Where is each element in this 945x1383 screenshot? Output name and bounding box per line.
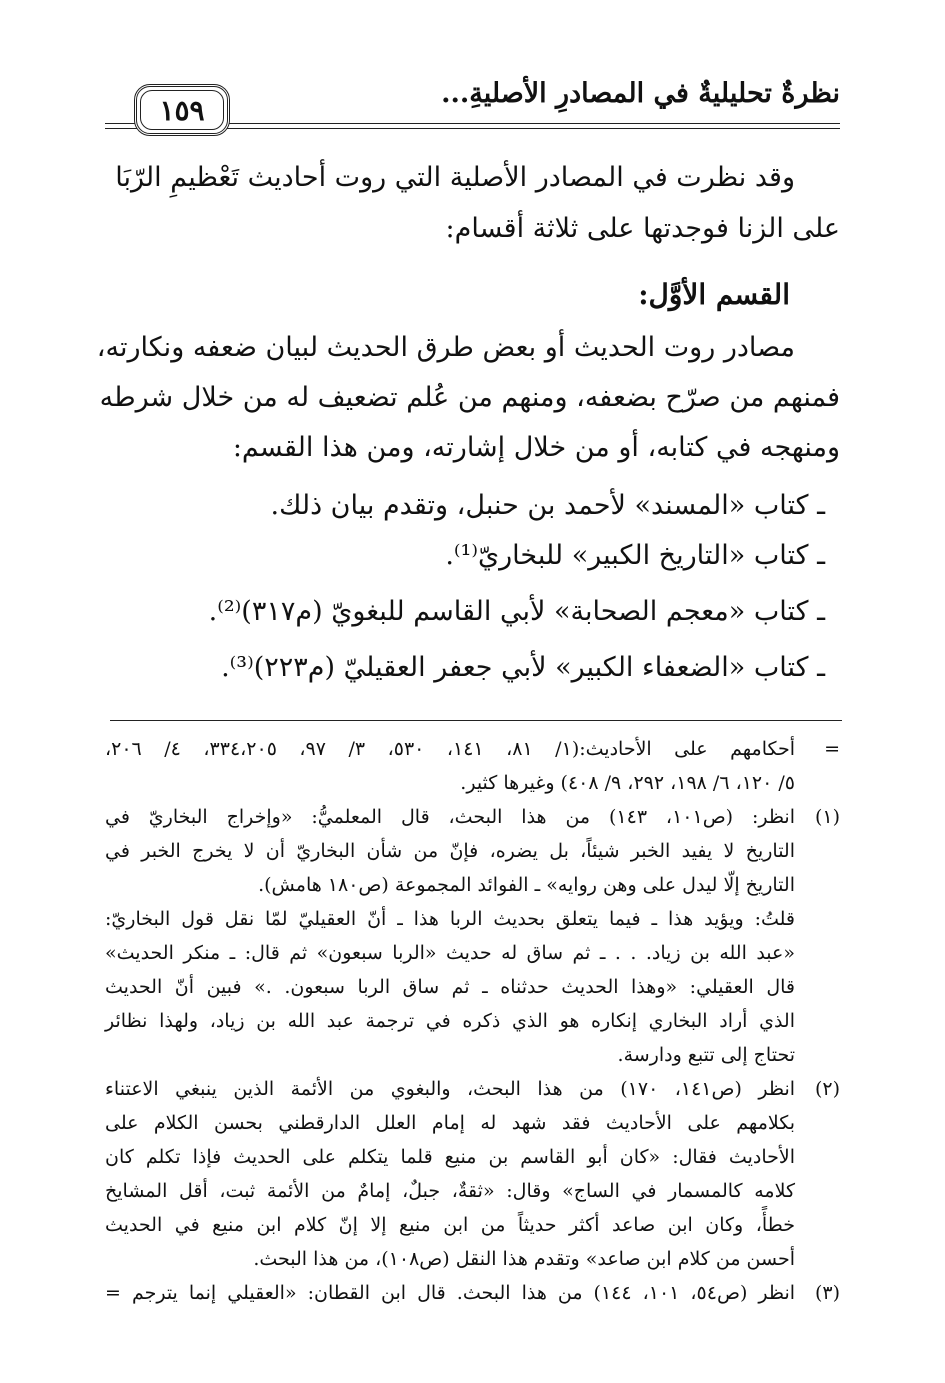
footnote-line: أحكامهم على الأحاديث:(١/ ٨١، ١٤١، ٥٣٠، ٣/ ٩٧، ٣٣٤،٢٠٥، ٤/ ٢٠٦، <box>105 738 796 760</box>
footnote-line: خطأً، وكان ابن صاعد أكثر حديثاً من ابن منيع إلا إنّ كلام ابن منيع في الحديث <box>105 1214 795 1236</box>
footnote-line: قلتُ: ويؤيد هذا ـ فيما يتعلق بحديث الربا هذا ـ أنّ العقيليّ لمّا نقل قول البخاريّ: <box>105 908 795 930</box>
footnote-line: انظر: (ص١٠١، ١٤٣) من هذا البحث، قال المعلميُّ: «وإخراج البخاريّ في <box>105 806 796 828</box>
page-number-frame <box>134 84 230 136</box>
footnote-line: «عبد الله بن زياد. . . ـ ثم ساق له حديث «الربا سبعون» ثم قال: ـ منكر الحديث» <box>105 942 795 964</box>
footnote-line: قال العقيلي: «وهذا الحديث حدثناه ـ ثم ساق الربا سبعون. .» فبين أنّ الحديث <box>105 976 795 998</box>
footnote-line: تحتاج إلى تتبع ودارسة. <box>617 1044 795 1066</box>
footnote-line: التاريخ إلّا ليدل على وهن روايه» ـ الفوائد المجموعة (ص١٨٠ هامش). <box>258 874 795 896</box>
paragraph-line-3: ومنهجه في كتابه، أو من خلال إشارته، ومن هذا القسم: <box>232 432 840 463</box>
footnote-3-number: (٣) <box>814 1282 840 1304</box>
footnote-2-number: (٢) <box>814 1078 840 1100</box>
page-number: ١٥٩ <box>140 90 224 130</box>
list-item: ـ كتاب «معجم الصحابة» لأبي القاسم للبغويّ (م٣١٧)⁽²⁾. <box>208 596 825 627</box>
continuation-marker: = <box>824 738 840 760</box>
footnote-line: انظر (ص١٤١، ١٧٠) من هذا البحث، والبغوي من الأئمة الذين ينبغي الاعتناء <box>105 1078 796 1100</box>
list-item: ـ كتاب «المسند» لأحمد بن حنبل، وتقدم بيان ذلك. <box>270 490 825 521</box>
footnote-line: بكلامهم على الأحاديث فقد شهد له إمام العلل الدارقطني بحسن الكلام على <box>105 1112 795 1134</box>
footnote-line: ٥/ ١٢٠، ٦/ ١٩٨، ٢٩٢، ٩/ ٤٠٨) وغيرها كثير. <box>460 772 795 794</box>
intro-line-2: على الزنا فوجدتها على ثلاثة أقسام: <box>445 213 840 244</box>
footnote-line: أحسن من كلام ابن صاعد» وتقدم هذا النقل (ص١٠٨)، من هذا البحث. <box>253 1248 795 1270</box>
paragraph-line-1: مصادر روت الحديث أو بعض طرق الحديث لبيان ضعفه ونكارته، <box>96 332 795 363</box>
footnote-line: انظر (ص٥٤، ١٠١، ١٤٤) من هذا البحث. قال ابن القطان: «العقيلي إنما يترجم = <box>105 1282 796 1304</box>
section-heading: القسم الأوَّل: <box>638 278 790 311</box>
footnote-1-number: (١) <box>814 806 840 828</box>
footnote-line: الأحاديث فقال: «كان أبو القاسم بن منيع قلما يتكلم على الحديث فإذا تكلم كان <box>105 1146 795 1168</box>
footnote-line: كلامه كالمسمار في الساج» وقال: «ثقةٌ، جبلٌ، إمامٌ من الأئمة ثبت، أقل المشايخ <box>105 1180 795 1202</box>
list-item: ـ كتاب «الضعفاء الكبير» لأبي جعفر العقيليّ (م٢٢٣)⁽³⁾. <box>221 652 825 683</box>
intro-line-1: وقد نظرت في المصادر الأصلية التي روت أحاديث تَعْظيمِ الرّبَا <box>115 162 795 193</box>
footnote-line: الذي أراد البخاري إنكاره هو الذي ذكره في ترجمة عبد الله بن زياد، ولهذا نظائر <box>105 1010 795 1032</box>
list-item: ـ كتاب «التاريخ الكبير» للبخاريّ⁽¹⁾. <box>445 540 825 571</box>
footnote-separator <box>110 720 842 721</box>
paragraph-line-2: فمنهم من صرّح بضعفه، ومنهم من عُلم تضعيف له من خلال شرطه <box>99 382 840 413</box>
running-title: نظرةٌ تحليليةٌ في المصادرِ الأصليةِ... <box>441 78 840 109</box>
footnote-line: التاريخ لا يفيد الخبر شيئاً، بل يضره، فإنّ من شأن البخاريّ أن لا يخرج الخبر في <box>105 840 795 862</box>
